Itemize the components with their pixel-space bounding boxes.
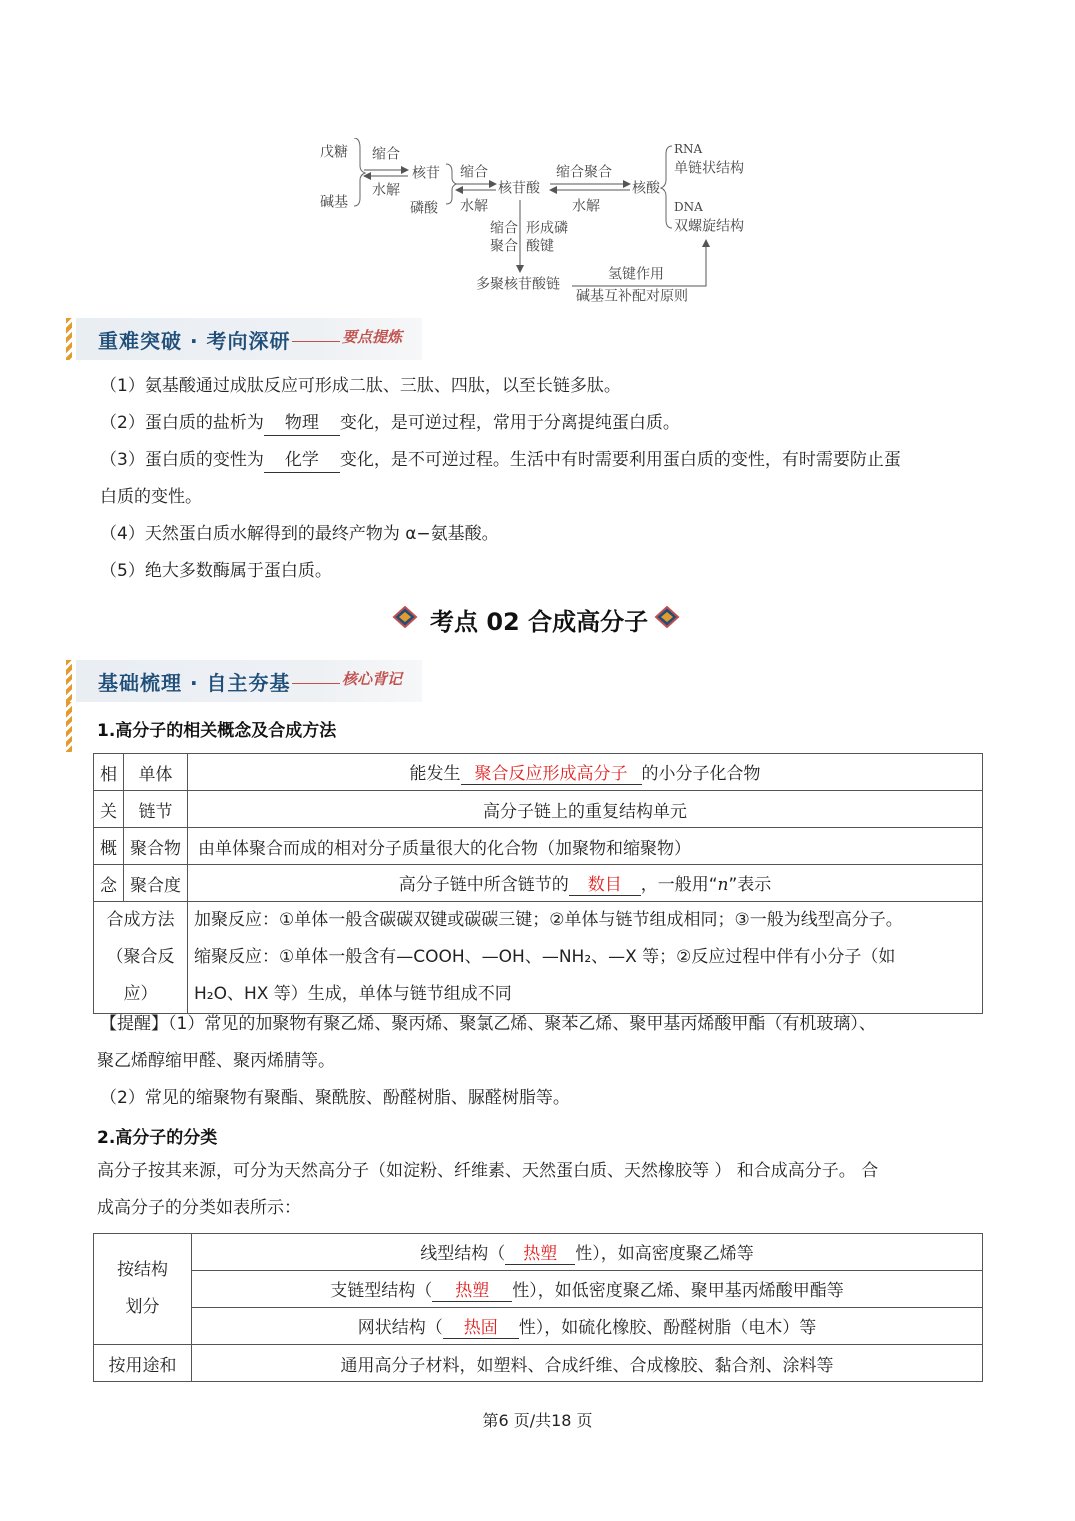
diagram-linsuan: 磷酸	[410, 200, 438, 217]
table-cell: 线型结构（ 热塑 性），如高密度聚乙烯等	[192, 1234, 983, 1271]
table-cell: 高分子链上的重复结构单元	[188, 791, 983, 828]
section-title: 重难突破 · 考向深研	[98, 329, 291, 353]
diagram-hegan: 核苷	[412, 165, 440, 182]
point-3: （3）蛋白质的变性为 化学 变化，是不可逆过程。生活中有时需要利用蛋白质的变性，有时需要防止蛋	[100, 448, 901, 473]
table-cell: 通用高分子材料，如塑料、合成纤维、合成橡胶、黏合剂、涂料等	[192, 1345, 983, 1382]
blank-answer: 热塑	[432, 1276, 512, 1302]
table-label: 按结构 划分	[94, 1234, 192, 1345]
table-cell: 加聚反应：①单体一般含碳碳双键或碳碳三键；②单体与链节组成相同；③一般为线型高分子。 缩聚反应：①单体一般含有—COOH、—OH、—NH₂、—X 等；②反应过程中伴有小分子（如 H₂O、HX 等）生成，单体与链节组成不同	[188, 902, 983, 1014]
table-cell: 支链型结构（ 热塑 性），如低密度聚乙烯、聚甲基丙烯酸甲酯等	[192, 1271, 983, 1308]
table-label: 聚合度	[124, 865, 188, 902]
heading-2: 2.高分子的分类	[97, 1128, 218, 1148]
diagram-rna: RNA	[674, 141, 703, 156]
blank-answer: 化学	[264, 448, 340, 473]
diagram-rna-desc: 单链状结构	[674, 160, 744, 177]
section-header-bar	[66, 660, 72, 702]
diagram-jianjihubu: 碱基互补配对原则	[576, 288, 688, 305]
diagram-suanjian: 酸键	[526, 238, 554, 255]
diamond-icon	[654, 606, 680, 628]
table-cell: 概	[94, 828, 124, 865]
diagram-suohe2: 缩合	[460, 164, 488, 181]
table-label: 合成方法 （聚合反 应）	[94, 902, 188, 1014]
section-subtitle: 要点提炼	[342, 328, 403, 346]
page-footer: 第6 页/共18 页	[482, 1411, 593, 1430]
diagram-qingjian: 氢键作用	[608, 266, 664, 283]
diagram-hegansuan: 核苷酸	[498, 180, 540, 197]
tip-line-1: 【提醒】（1）常见的加聚物有聚乙烯、聚丙烯、聚氯乙烯、聚苯乙烯、聚甲基丙烯酸甲酯（有机玻璃）、	[100, 1014, 876, 1034]
para-line-1: 高分子按其来源，可分为天然高分子（如淀粉、纤维素、天然蛋白质、天然橡胶等 ） 和合成高分子。 合	[97, 1161, 879, 1181]
table-label: 聚合物	[124, 828, 188, 865]
table-cell: 高分子链中所含链节的 数目 ，一般用“n”表示	[188, 865, 983, 902]
topic-title	[388, 600, 688, 636]
diagram-shuijie1: 水解	[372, 182, 400, 199]
diagram-dna-desc: 双螺旋结构	[674, 218, 744, 235]
diagram-suohe3: 缩合	[490, 220, 518, 237]
heading-1: 1.高分子的相关概念及合成方法	[97, 721, 337, 741]
section-header-2	[66, 660, 426, 702]
tip-line-3: （2）常见的缩聚物有聚酯、聚酰胺、酚醛树脂、脲醛树脂等。	[100, 1088, 570, 1108]
section-title: 基础梳理 · 自主夯基	[98, 671, 291, 695]
diagram-suohejuhe: 缩合聚合	[556, 164, 612, 181]
section-dash	[292, 683, 340, 684]
diagram-shuijie3: 水解	[572, 198, 600, 215]
classification-table	[93, 1233, 983, 1382]
point-1: （1）氨基酸通过成肽反应可形成二肽、三肽、四肽，以至长链多肽。	[100, 376, 621, 396]
tip-line-2: 聚乙烯醇缩甲醛、聚丙烯腈等。	[97, 1051, 335, 1071]
diagram-juhe: 聚合	[490, 238, 518, 255]
blank-answer: 聚合反应形成高分子	[461, 759, 642, 785]
diagram-wutang: 戊糖	[320, 144, 348, 161]
section-dash	[292, 341, 340, 342]
diagram-shuijie2: 水解	[460, 198, 488, 215]
table-cell: 网状结构（ 热固 性），如硫化橡胶、酚醛树脂（电木）等	[192, 1308, 983, 1345]
topic-title-text: 考点 02 合成高分子	[430, 608, 649, 636]
diagram-duoju: 多聚核苷酸链	[476, 276, 560, 293]
table-cell: 由单体聚合而成的相对分子质量很大的化合物（加聚物和缩聚物）	[188, 828, 983, 865]
blank-answer: 数目	[569, 870, 641, 896]
table-cell: 念	[94, 865, 124, 902]
diagram-dna: DNA	[674, 199, 703, 214]
diagram-hesuan: 核酸	[632, 180, 660, 197]
para-line-2: 成高分子的分类如表所示：	[97, 1198, 301, 1218]
table-label: 单体	[124, 754, 188, 791]
table-cell: 能发生 聚合反应形成高分子 的小分子化合物	[188, 754, 983, 791]
section-header-bar	[66, 318, 72, 360]
blank-answer: 热固	[443, 1313, 519, 1339]
blank-answer: 物理	[264, 411, 340, 436]
diagram-suohe1: 缩合	[372, 146, 400, 163]
nucleic-acid-diagram	[300, 138, 780, 310]
section-header-1	[66, 318, 426, 360]
point-3-cont: 白质的变性。	[100, 487, 202, 507]
point-4: （4）天然蛋白质水解得到的最终产物为 α−氨基酸。	[100, 524, 499, 544]
section-header-bar-ext	[66, 702, 72, 752]
diagram-jianji: 碱基	[320, 194, 348, 211]
point-5: （5）绝大多数酶属于蛋白质。	[100, 561, 332, 581]
table-cell: 关	[94, 791, 124, 828]
diagram-xingcheng: 形成磷	[526, 220, 568, 237]
concept-table	[93, 753, 983, 1014]
point-2: （2）蛋白质的盐析为 物理 变化，是可逆过程，常用于分离提纯蛋白质。	[100, 411, 680, 436]
diamond-icon	[392, 606, 418, 628]
section-subtitle: 核心背记	[342, 670, 403, 688]
table-label: 按用途和	[94, 1345, 192, 1382]
blank-answer: 热塑	[505, 1239, 575, 1265]
table-label: 链节	[124, 791, 188, 828]
table-cell: 相	[94, 754, 124, 791]
